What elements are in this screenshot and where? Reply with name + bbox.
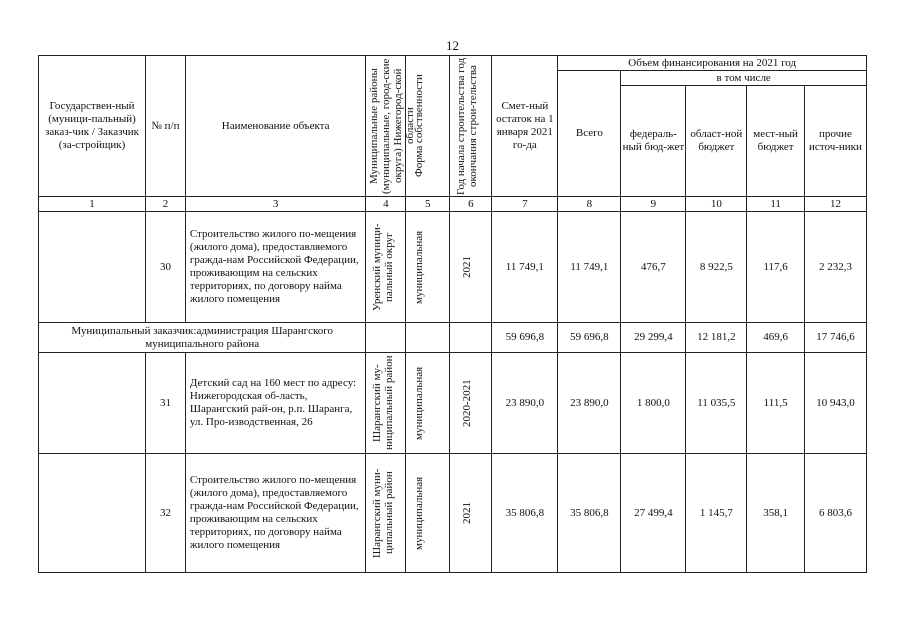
row-federal: 27 499,4 — [621, 454, 686, 573]
financing-table — [38, 55, 867, 573]
row-number: 32 — [146, 454, 186, 573]
row-district — [366, 454, 406, 573]
table-row — [39, 212, 867, 323]
row-ownership — [406, 353, 450, 454]
header-local: мест-ный бюджет — [747, 86, 805, 197]
row-number: 30 — [146, 212, 186, 323]
header-years-text: Год начала строительства год окончания строи-тельства — [454, 57, 479, 195]
header-total: Всего — [558, 71, 621, 197]
row-balance: 11 749,1 — [492, 212, 558, 323]
row-years — [450, 212, 492, 323]
row-balance: 23 890,0 — [492, 353, 558, 454]
row-local: 111,5 — [747, 353, 805, 454]
summary-row — [39, 323, 867, 353]
row-years — [450, 353, 492, 454]
column-number: 6 — [450, 197, 492, 212]
header-ownership — [406, 56, 450, 197]
row-local: 117,6 — [747, 212, 805, 323]
table-row — [39, 454, 867, 573]
row-other: 10 943,0 — [804, 353, 866, 454]
row-customer — [39, 454, 146, 573]
row-federal: 1 800,0 — [621, 353, 686, 454]
summary-other: 17 746,6 — [804, 323, 866, 353]
column-number: 7 — [492, 197, 558, 212]
summary-local: 469,6 — [747, 323, 805, 353]
row-customer — [39, 212, 146, 323]
summary-empty — [450, 323, 492, 353]
summary-empty — [406, 323, 450, 353]
row-federal: 476,7 — [621, 212, 686, 323]
row-ownership — [406, 212, 450, 323]
column-number: 1 — [39, 197, 146, 212]
row-regional: 11 035,5 — [686, 353, 747, 454]
column-number: 8 — [558, 197, 621, 212]
header-district-text: Муниципальные районы (муниципальные, город-ские округа) Нижегород-ской области — [367, 58, 416, 194]
row-ownership-text: муниципальная — [412, 366, 425, 440]
column-number: 11 — [747, 197, 805, 212]
row-regional: 8 922,5 — [686, 212, 747, 323]
row-ownership-text: муниципальная — [412, 476, 425, 550]
row-regional: 1 145,7 — [686, 454, 747, 573]
header-number: № п/п — [146, 56, 186, 197]
header-financing: Объем финансирования на 2021 год — [558, 56, 867, 71]
row-object-name: Строительство жилого по-мещения (жилого дома), предоставляемого гражда-нам Российской Федерации, проживающим на сельских территориях, по договору найма жилого помещения — [185, 212, 365, 323]
row-other: 2 232,3 — [804, 212, 866, 323]
row-total: 11 749,1 — [558, 212, 621, 323]
table-row — [39, 353, 867, 454]
row-total: 23 890,0 — [558, 353, 621, 454]
header-balance: Смет-ный остаток на 1 января 2021 го-да — [492, 56, 558, 197]
summary-federal: 29 299,4 — [621, 323, 686, 353]
header-customer: Государствен-ный (муници-пальный) заказ-чик / Заказчик (за-стройщик) — [39, 56, 146, 197]
row-years-text: 2021 — [460, 502, 473, 524]
row-ownership — [406, 454, 450, 573]
header-regional: област-ной бюджет — [686, 86, 747, 197]
page-number: 12 — [446, 38, 459, 53]
row-balance: 35 806,8 — [492, 454, 558, 573]
column-number: 4 — [366, 197, 406, 212]
summary-total: 59 696,8 — [558, 323, 621, 353]
summary-regional: 12 181,2 — [686, 323, 747, 353]
header-object-name: Наименование объекта — [185, 56, 365, 197]
row-number: 31 — [146, 353, 186, 454]
row-ownership-text: муниципальная — [412, 230, 425, 304]
header-district — [366, 56, 416, 197]
summary-balance: 59 696,8 — [492, 323, 558, 353]
row-object-name: Строительство жилого по-мещения (жилого дома), предоставляемого гражда-нам Российской Федерации, проживающим на сельских территориях, по договору найма жилого помещения — [185, 454, 365, 573]
column-number: 12 — [804, 197, 866, 212]
row-total: 35 806,8 — [558, 454, 621, 573]
row-district-text: Уренский муници-пальный округ — [370, 223, 395, 311]
row-district-text: Шарангский муни-ципальный район — [370, 468, 395, 558]
column-number-row — [39, 197, 867, 212]
row-district-text: Шарангский му-ниципальный район — [370, 355, 395, 451]
row-other: 6 803,6 — [804, 454, 866, 573]
column-number: 3 — [185, 197, 365, 212]
column-number: 2 — [146, 197, 186, 212]
row-years — [450, 454, 492, 573]
header-including: в том числе — [621, 71, 867, 86]
column-number: 10 — [686, 197, 747, 212]
row-district — [366, 353, 406, 454]
row-years-text: 2021 — [460, 256, 473, 278]
header-years — [450, 56, 492, 197]
summary-empty — [366, 323, 406, 353]
row-district — [366, 212, 406, 323]
summary-customer: Муниципальный заказчик:администрация Шарангского муниципального района — [39, 323, 366, 353]
row-object-name: Детский сад на 160 мест по адресу: Нижегородская об-ласть, Шарангский рай-он, р.п. Шаранга, ул. Про-изводственная, 26 — [185, 353, 365, 454]
row-customer — [39, 353, 146, 454]
column-number: 5 — [406, 197, 450, 212]
header-federal: федераль-ный бюд-жет — [621, 86, 686, 197]
column-number: 9 — [621, 197, 686, 212]
row-years-text: 2020-2021 — [460, 379, 473, 427]
header-ownership-text: Форма собственности — [412, 74, 425, 178]
header-other: прочие источ-ники — [804, 86, 866, 197]
row-local: 358,1 — [747, 454, 805, 573]
